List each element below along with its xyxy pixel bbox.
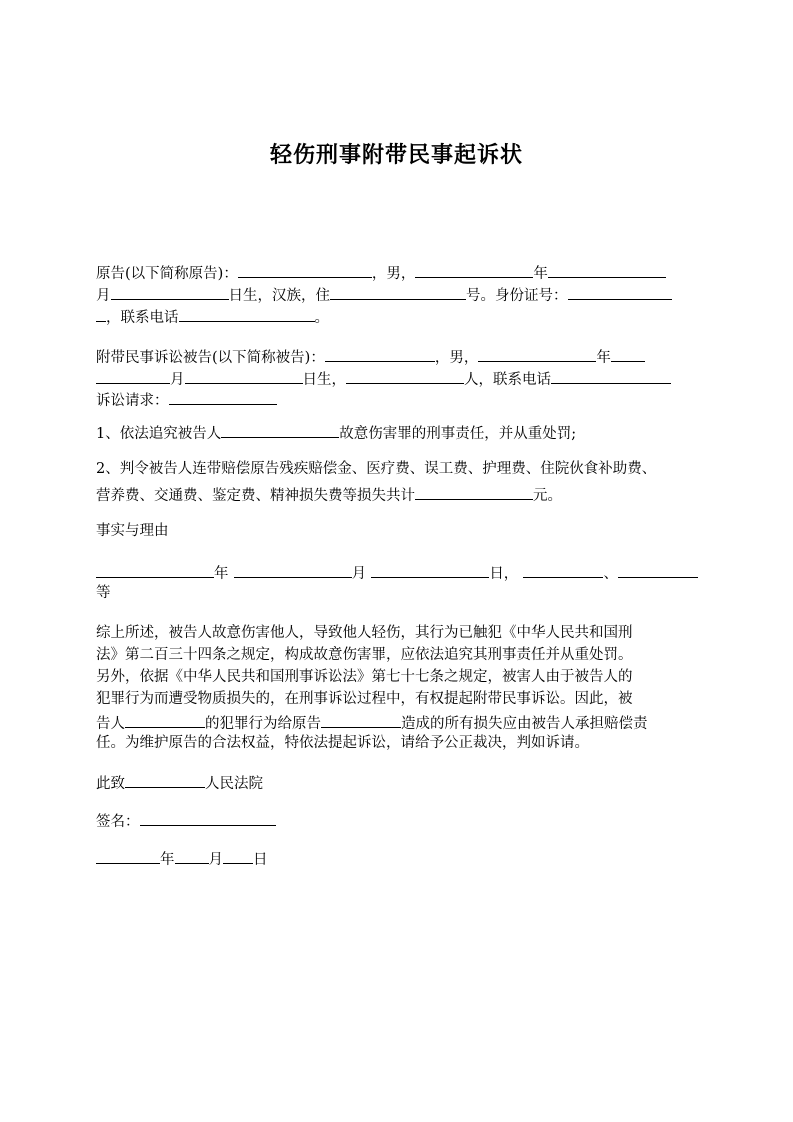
day-ethnicity-text: 日生，汉族，住 — [228, 288, 330, 304]
defendant-birth-year-blank[interactable] — [478, 344, 596, 362]
month-label: 月 — [351, 566, 367, 582]
year-label: 年 — [596, 350, 611, 366]
date-year-blank[interactable] — [96, 846, 160, 864]
claims-blank[interactable] — [169, 387, 277, 405]
year-label: 年 — [214, 566, 229, 582]
conclusion-text-end: 造成的所有损失应由被告人承担赔偿责 — [401, 716, 648, 732]
person-phone-label: 人，联系电话 — [464, 372, 551, 388]
signature-blank[interactable] — [140, 808, 276, 826]
court-line — [96, 770, 698, 795]
court-suffix: 人民法院 — [205, 776, 263, 792]
facts-day-blank[interactable] — [371, 560, 489, 578]
signature-line — [96, 808, 698, 833]
facts-blank-b[interactable] — [618, 560, 698, 578]
defendant-name-blank[interactable] — [325, 344, 435, 362]
plaintiff-name-blank[interactable] — [238, 260, 372, 278]
claim-1-suffix: 故意伤害罪的刑事责任，并从重处罚; — [339, 426, 577, 442]
plaintiff-phone-blank[interactable] — [179, 304, 315, 322]
conclusion-line-3: 另外，依据《中华人民共和国刑事诉讼法》第七十七条之规定，被害人由于被告人的 — [96, 669, 633, 685]
phone-label: ，联系电话 — [106, 310, 179, 326]
month-label: 月 — [96, 288, 111, 304]
conclusion-line-1: 综上所述，被告人故意伤害他人，导致他人轻伤，其行为已触犯《中华人民共和国刑 — [96, 625, 633, 641]
defendant-phone-blank[interactable] — [551, 366, 671, 384]
document-title: 轻伤刑事附带民事起诉状 — [269, 143, 523, 168]
facts-year-blank[interactable] — [96, 560, 214, 578]
date-line — [96, 846, 698, 871]
claim-1-prefix: 1、依法追究被告人 — [96, 426, 222, 442]
plaintiff-address-blank[interactable] — [330, 282, 466, 300]
plaintiff-birth-day-blank[interactable] — [111, 282, 229, 300]
claim-2-line-2 — [96, 482, 698, 507]
claim-2-text: 2、判令被告人连带赔偿原告残疾赔偿金、医疗费、误工费、护理费、住院伙食补助费、 — [96, 461, 657, 477]
date-day-blank[interactable] — [223, 846, 253, 864]
claims-label: 诉讼请求： — [96, 393, 169, 409]
gender-text: ，男， — [434, 350, 479, 366]
day-label: 日 — [253, 852, 268, 868]
id-label: 号。身份证号： — [466, 288, 568, 304]
conclusion-line-4: 犯罪行为而遭受物质损失的，在刑事诉讼过程中，有权提起附带民事诉讼。因此，被 — [96, 691, 633, 707]
defendant-label: 附带民事诉讼被告(以下简称被告)： — [96, 350, 325, 366]
plaintiff-id-blank-cont[interactable] — [96, 304, 106, 322]
facts-month-blank[interactable] — [234, 560, 352, 578]
plaintiff-birth-month-blank[interactable] — [548, 260, 666, 278]
day-label: 日生， — [302, 372, 346, 388]
day-label: 日， — [489, 566, 519, 582]
defendant-birth-month-blank-cont[interactable] — [96, 366, 170, 384]
claim-2-suffix: 元。 — [533, 488, 562, 504]
separator: 、 — [603, 566, 618, 582]
court-prefix: 此致 — [96, 776, 125, 792]
claim-2-prefix: 营养费、交通费、鉴定费、精神损失费等损失共计 — [96, 488, 415, 504]
month-label: 月 — [170, 372, 185, 388]
defendant-origin-blank[interactable] — [346, 366, 464, 384]
conclusion-plaintiff-blank[interactable] — [321, 710, 401, 728]
plaintiff-id-blank[interactable] — [568, 282, 672, 300]
plaintiff-line-3 — [96, 304, 698, 329]
conclusion-defendant-blank[interactable] — [125, 710, 205, 728]
plaintiff-label: 原告(以下简称原告)： — [96, 266, 238, 282]
signature-label: 签名： — [96, 814, 140, 830]
conclusion-text-mid: 的犯罪行为给原告 — [205, 716, 321, 732]
defendant-birth-day-blank[interactable] — [185, 366, 303, 384]
claim-2-amount-blank[interactable] — [415, 482, 533, 500]
facts-etc: 等 — [96, 585, 111, 601]
conclusion-line-6: 任。为维护原告的合法权益，特依法提起诉讼，请给予公正裁决，判如诉请。 — [96, 735, 589, 751]
court-name-blank[interactable] — [125, 770, 205, 788]
claim-2-line-1 — [96, 458, 698, 480]
claims-line — [96, 387, 698, 412]
facts-blank-a[interactable] — [523, 560, 603, 578]
claim-1 — [96, 420, 698, 445]
facts-heading: 事实与理由 — [96, 523, 169, 539]
defendant-birth-month-blank[interactable] — [611, 344, 645, 362]
year-label: 年 — [160, 852, 175, 868]
gender-text: ，男， — [371, 266, 416, 282]
year-label: 年 — [533, 266, 548, 282]
claim-1-defendant-blank[interactable] — [221, 420, 339, 438]
plaintiff-birth-year-blank[interactable] — [415, 260, 533, 278]
date-month-blank[interactable] — [175, 846, 209, 864]
conclusion-defendant-label: 告人 — [96, 716, 125, 732]
period: 。 — [314, 310, 329, 326]
month-label: 月 — [208, 852, 223, 868]
conclusion-line-2: 法》第二百三十四条之规定，构成故意伤害罪，应依法追究其刑事责任并从重处罚。 — [96, 647, 633, 663]
